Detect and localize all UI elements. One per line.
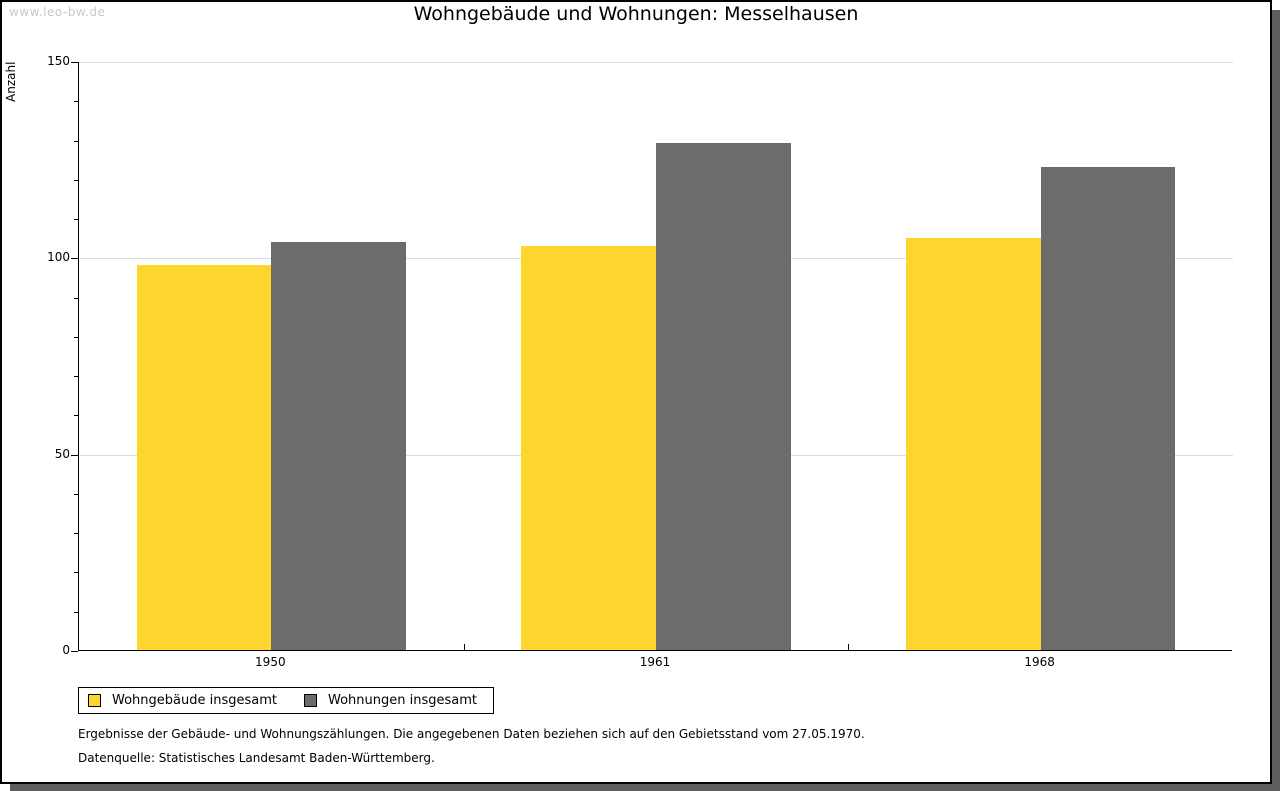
- bar-1961-series1: [656, 143, 791, 650]
- bar-1950-series1: [271, 242, 406, 650]
- chart-title: Wohngebäude und Wohnungen: Messelhausen: [413, 3, 859, 25]
- bar-1968-series0: [906, 238, 1041, 650]
- y-tick-150: [71, 62, 78, 63]
- legend: [78, 687, 494, 714]
- legend-swatch-0: [88, 694, 101, 707]
- x-tick-label-1968: 1968: [1024, 655, 1055, 669]
- legend-label-0: Wohngebäude insgesamt: [112, 693, 277, 708]
- y-tick-label-0: 0: [62, 643, 70, 657]
- bar-1968-series1: [1041, 167, 1176, 650]
- legend-label-1: Wohnungen insgesamt: [328, 693, 477, 708]
- x-axis-boundary-tick-2: [848, 644, 849, 650]
- chart-plot-area: [78, 62, 1232, 651]
- y-tick-label-100: 100: [47, 250, 70, 265]
- y-tick-100: [71, 258, 78, 259]
- legend-item-1: [304, 693, 477, 708]
- footer-source: Datenquelle: Statistisches Landesamt Baden-Württemberg.: [78, 751, 435, 765]
- y-tick-0: [71, 651, 78, 652]
- gridline-150: [79, 62, 1233, 63]
- watermark: www.leo-bw.de: [9, 5, 106, 19]
- x-tick-label-1950: 1950: [255, 655, 286, 669]
- y-axis-title: Anzahl: [4, 61, 18, 103]
- footer-note: Ergebnisse der Gebäude- und Wohnungszählungen. Die angegebenen Daten beziehen sich auf den Gebietsstand vom 27.05.1970.: [78, 727, 865, 741]
- y-tick-50: [71, 455, 78, 456]
- legend-swatch-1: [304, 694, 317, 707]
- legend-item-0: [88, 693, 277, 708]
- x-tick-label-1961: 1961: [639, 655, 671, 669]
- x-axis-boundary-tick-1: [464, 644, 465, 650]
- bar-1950-series0: [137, 265, 272, 650]
- bar-1961-series0: [521, 246, 656, 650]
- window-shadow-bottom: [10, 784, 1280, 791]
- y-tick-label-50: 50: [54, 446, 70, 461]
- y-tick-label-150: 150: [47, 54, 70, 68]
- window-shadow-right: [1272, 10, 1280, 791]
